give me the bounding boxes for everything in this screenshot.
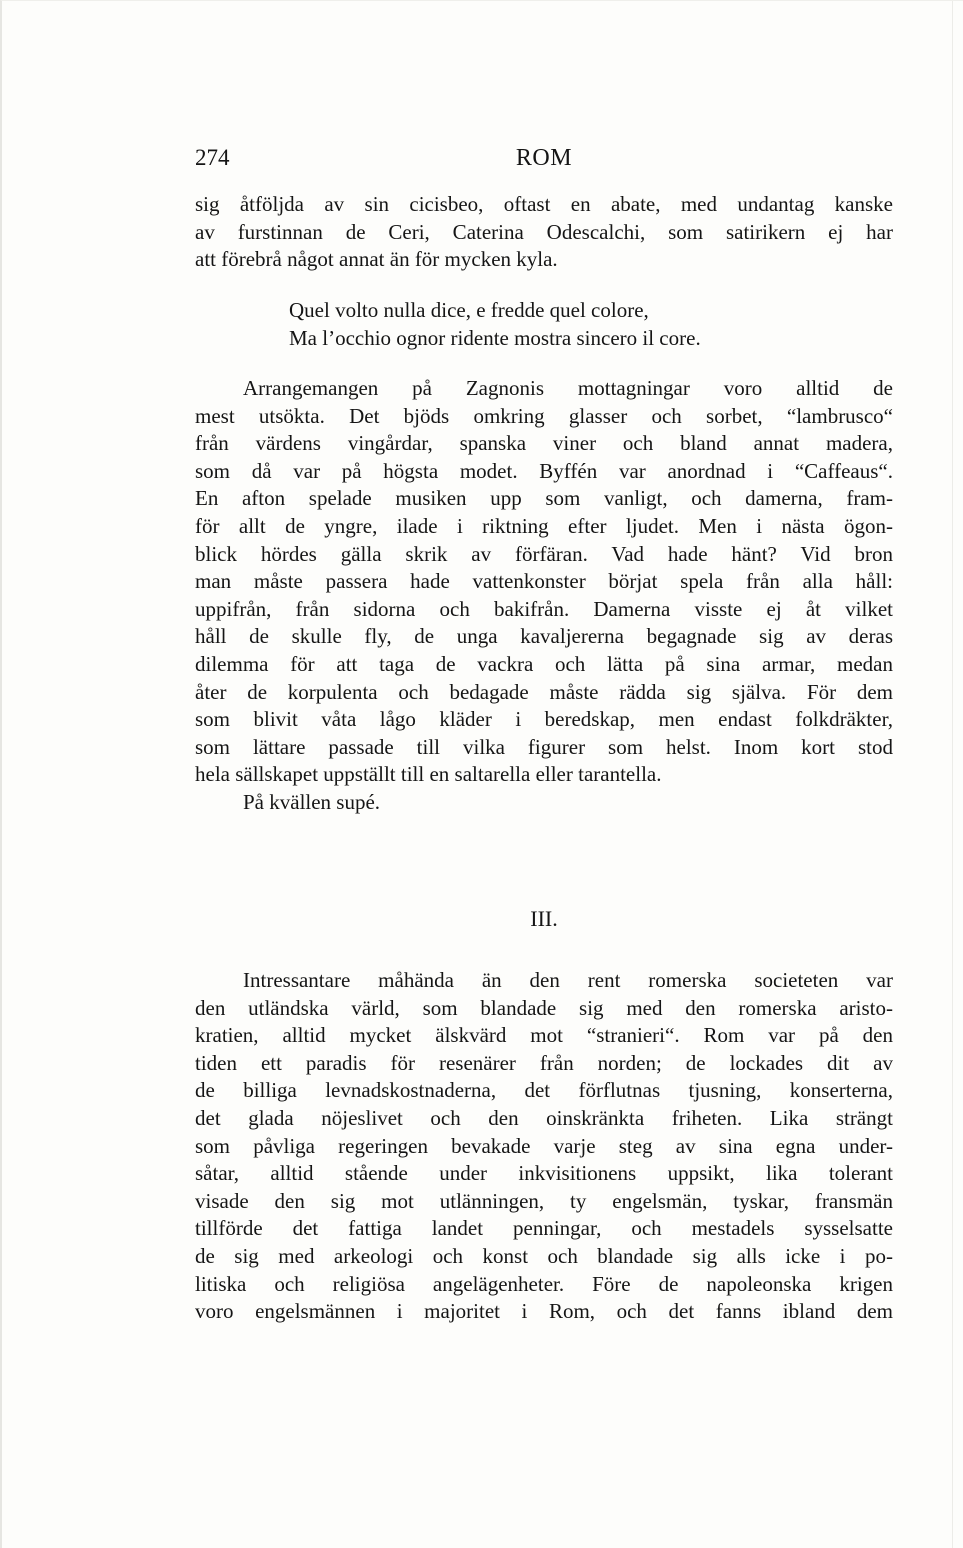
text-line: voro engelsmännen i majoritet i Rom, och det fanns ibland dem [195,1299,893,1324]
text-line: tillförde det fattiga landet penningar, och mestadels sysselsatte [195,1216,893,1241]
text-line: På kvällen supé. [243,789,381,814]
text-line: som lättare passade till vilka figurer som helst. Inom kort stod [195,734,893,759]
text-line: dilemma för att taga de vackra och lätta på sina armar, medan [195,651,893,676]
text-line: åter de korpulenta och bedagade måste rädda sig själva. För dem [195,679,893,704]
text-line: såtar, alltid stående under inkvisitionens uppsikt, lika tolerant [195,1161,893,1186]
section-heading: III. [530,906,558,931]
text-line: En afton spelade musiken upp som vanligt, och damerna, fram- [195,486,893,511]
text-line: de sig med arkeologi och konst och blandade sig alls icke i po- [195,1243,893,1268]
text-line: som blivit våta lågo kläder i beredskap, men endast folkdräkter, [195,707,893,732]
paragraph-1 [195,191,893,274]
running-head: ROM [515,145,573,171]
text-line: som då var på högsta modet. Byffén var anordnad i “Caffeaus“. [195,458,893,483]
text-line: visade den sig mot utlänningen, ty engelsmän, tyskar, fransmän [195,1188,893,1213]
text-line: från värdens vingårdar, spanska viner och bland annat madera, [195,431,893,456]
text-line: för allt de yngre, ilade i riktning efter ljudet. Men i nästa ögon- [195,513,893,538]
text-line: att förebrå något annat än för mycken kyla. [195,247,558,272]
paragraph-3 [195,967,893,1326]
text-line: Arrangemangen på Zagnonis mottagningar voro alltid de [243,376,893,400]
text-line: uppifrån, från sidorna och bakifrån. Damerna visste ej åt vilket [195,596,893,621]
text-line: den utländska värld, som blandade sig med den romerska aristo- [195,995,893,1020]
text-line: de billiga levnadskostnaderna, det förflutnas tjusning, konserterna, [195,1078,893,1103]
paragraph-2 [195,375,893,817]
poem-quote [289,297,849,352]
text-line: av furstinnan de Ceri, Caterina Odescalchi, som satirikern ej har [195,219,893,244]
text-line: man måste passera hade vattenkonster börjat spela från alla håll: [195,569,893,594]
text-line: som påvliga regeringen bevakade varje steg av sina egna under- [195,1133,893,1158]
text-line: Intressantare måhända än den rent romerska societeten var [243,968,893,992]
text-line: tiden ett paradis för resenärer från norden; de lockades dit av [195,1050,893,1075]
poem-line: Ma l’occhio ognor ridente mostra sincero il core. [289,325,701,350]
page-edge [952,1,953,1548]
text-line: håll de skulle fly, de unga kavaljererna begagnade sig av deras [195,624,893,649]
text-line: det glada nöjeslivet och den oinskränkta friheten. Lika strängt [195,1105,893,1130]
text-line: blick hördes gälla skrik av förfäran. Vad hade hänt? Vid bron [195,541,893,566]
text-line: sig åtföljda av sin cicisbeo, oftast en abate, med undantag kanske [195,192,893,216]
text-line: hela sällskapet uppställt till en saltarella eller tarantella. [195,762,662,787]
text-line: mest utsökta. Det bjöds omkring glasser och sorbet, “lambrusco“ [195,403,893,428]
text-line: litiska och religiösa angelägenheter. Före de napoleonska krigen [195,1271,893,1296]
page-header [195,145,893,179]
page-number: 274 [195,145,230,170]
poem-line: Quel volto nulla dice, e fredde quel colore, [289,298,649,322]
text-line: kratien, alltid mycket älskvärd mot “stranieri“. Rom var på den [195,1023,893,1048]
